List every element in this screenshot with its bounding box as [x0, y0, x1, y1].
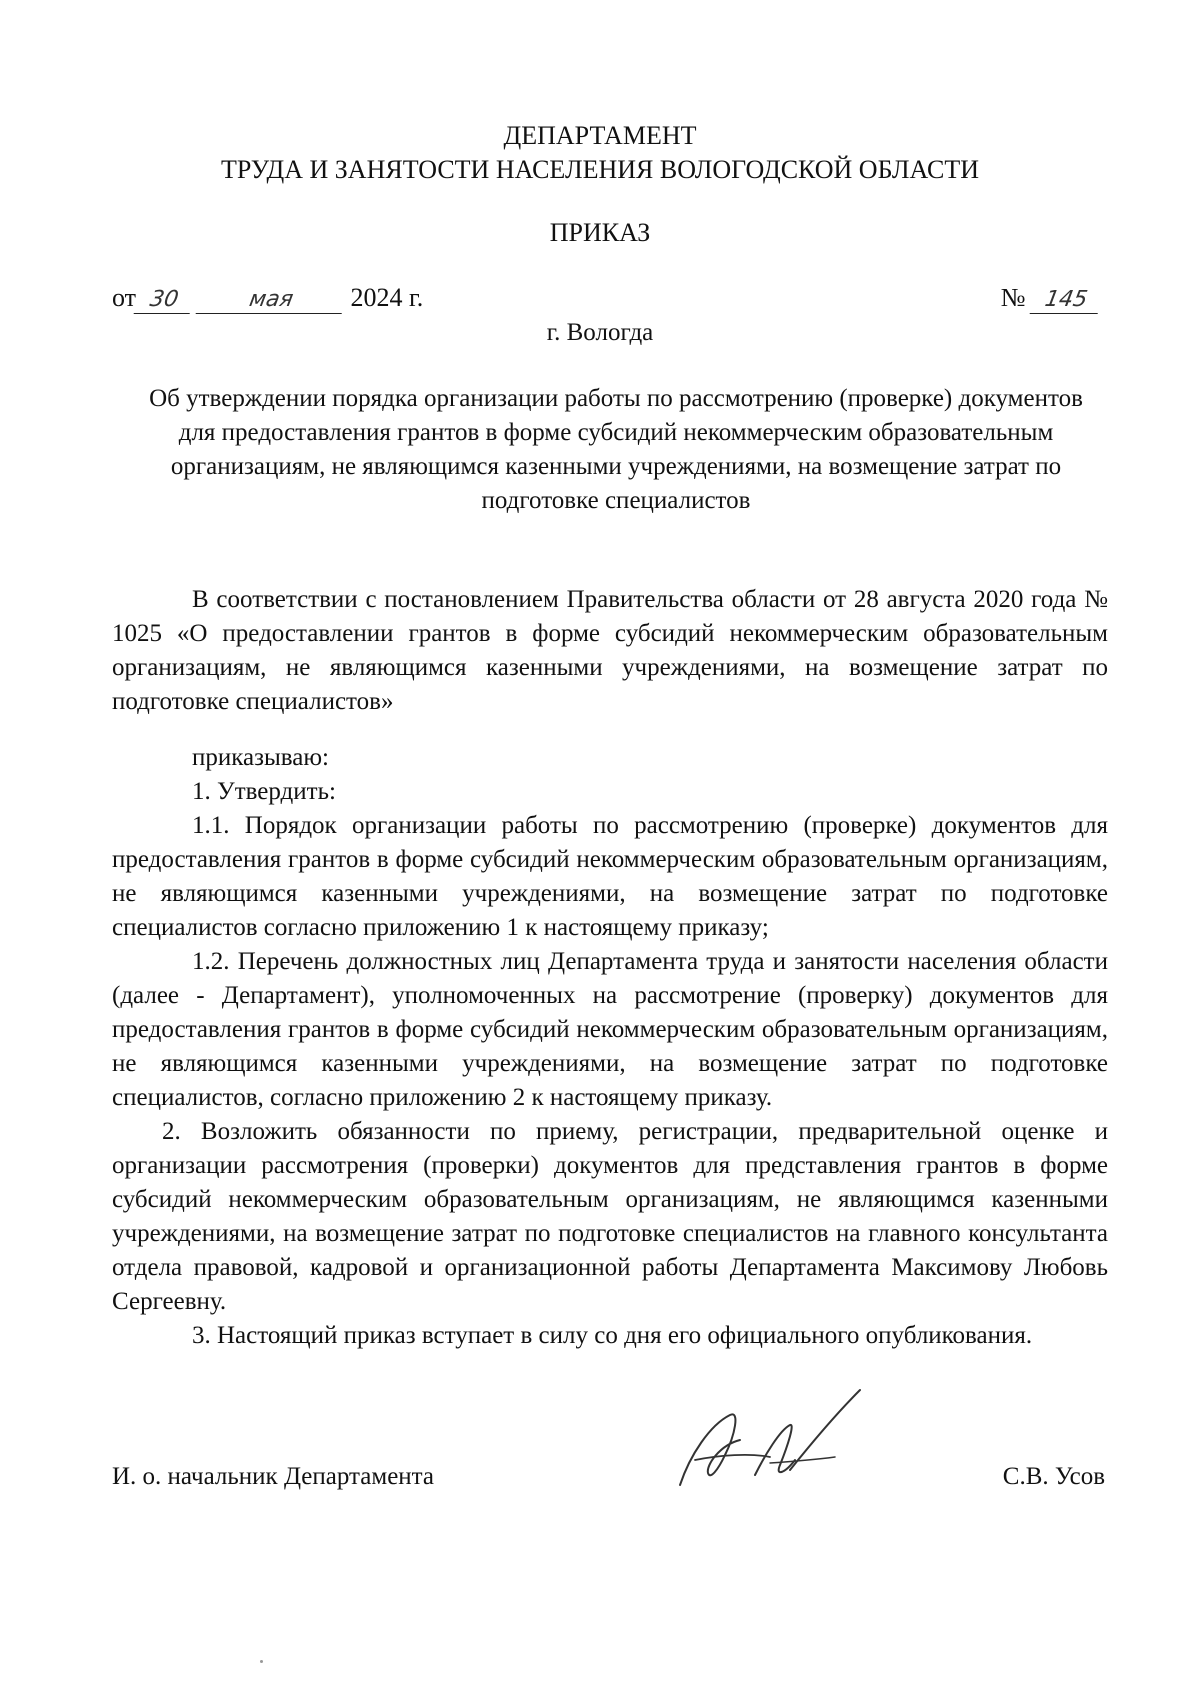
item-3: 3. Настоящий приказ вступает в силу со дня его официального опубликования.	[192, 1322, 1033, 1349]
handwritten-order-number: 145	[1030, 287, 1103, 314]
order-word: приказываю:	[192, 744, 329, 771]
signer-name: С.В. Усов	[1002, 1463, 1105, 1490]
item-1-2: 1.2. Перечень должностных лиц Департамента труда и занятости населения области (далее - Департамент), уполномоченных на рассмотрение (проверку) документов для предоставления грантов в форме субсидий некоммерческим образовательным организациям, не являющимся казенными учреждениями, на возмещение затрат по подготовке специалистов, согласно приложению 2 к настоящему приказу.	[112, 948, 1108, 1111]
handwritten-date-day: 30	[134, 287, 195, 314]
item-1-1: 1.1. Порядок организации работы по рассмотрению (проверке) документов для предоставления грантов в форме субсидий некоммерческим образовательным организациям, не являющимся казенными учреждениями, на возмещение затрат по подготовке специалистов согласно приложению 1 к настоящему приказу;	[112, 812, 1108, 941]
document-type-title: ПРИКАЗ	[549, 218, 651, 247]
department-line-2: ТРУДА И ЗАНЯТОСТИ НАСЕЛЕНИЯ ВОЛОГОДСКОЙ ОБЛАСТИ	[221, 155, 979, 184]
item-2: 2. Возложить обязанности по приему, регистрации, предварительной оценке и организации рассмотрения (проверки) документов для представления грантов в форме субсидий некоммерческим образовательным организациям, не являющимся казенными учреждениями, на возмещение затрат по подготовке специалистов на главного консультанта отдела правовой, кадровой и организационной работы Департамента Максимову Любовь Сергеевну.	[112, 1118, 1108, 1315]
order-number	[1001, 280, 1100, 316]
handwritten-signature	[670, 1385, 870, 1505]
preamble	[112, 583, 1108, 719]
number-prefix: №	[1000, 283, 1026, 312]
signer-position: И. о. начальник Департамента	[112, 1463, 434, 1490]
handwritten-date-month: мая	[196, 287, 347, 314]
order-date	[112, 280, 423, 316]
city-line: г. Вологда	[546, 319, 654, 346]
order-subject: Об утверждении порядка организации работы по рассмотрению (проверке) документов для предоставления грантов в форме субсидий некоммерческим образовательным организациям, не являющимся казенными учреждениями, на возмещение затрат по подготовке специалистов	[149, 385, 1083, 514]
item-1: 1. Утвердить:	[192, 778, 336, 805]
preamble-paragraph: В соответствии с постановлением Правительства области от 28 августа 2020 года № 1025 «О предоставлении грантов в форме субсидий некоммерческим образовательным организациям, не являющимся казенными учреждениями, на возмещение затрат по подготовке специалистов»	[112, 586, 1108, 715]
order-body	[112, 741, 1108, 1353]
department-line-1: ДЕПАРТАМЕНТ	[503, 121, 697, 150]
date-prefix: от	[112, 283, 137, 312]
scan-speck	[260, 1660, 263, 1663]
date-year: 2024 г.	[350, 283, 424, 312]
